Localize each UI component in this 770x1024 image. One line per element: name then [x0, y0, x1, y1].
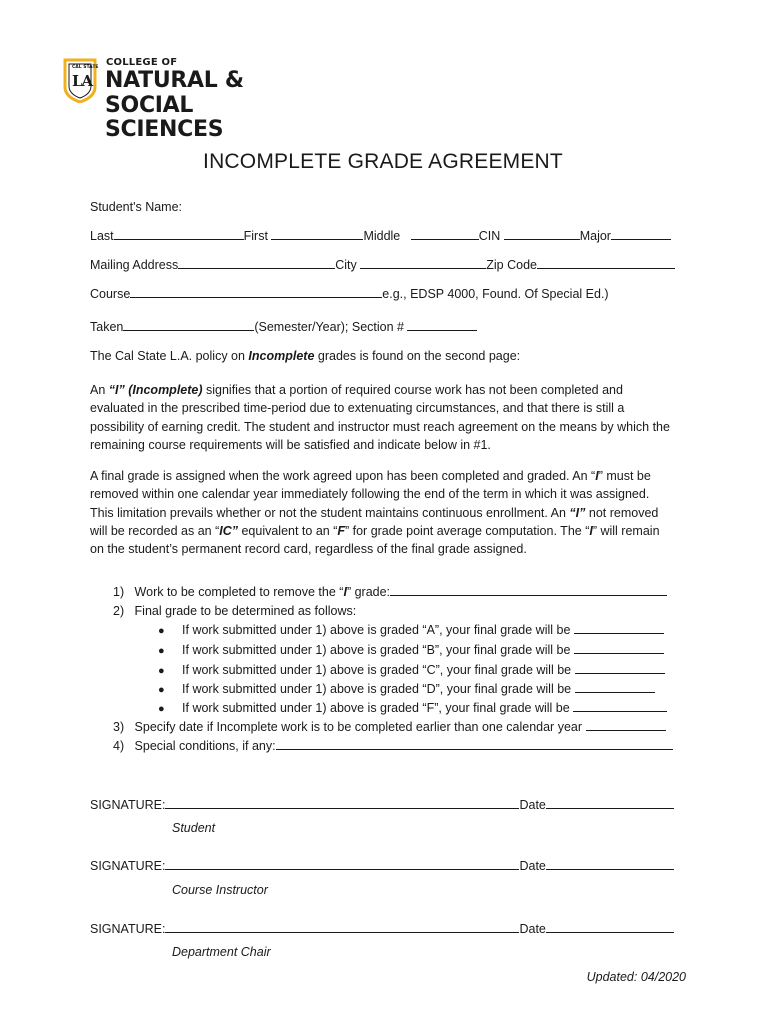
list-item-4	[113, 737, 673, 755]
course-field[interactable]	[130, 285, 382, 298]
seal-text-main: LA	[72, 72, 93, 90]
list-item-1-text-end: ” grade:	[346, 585, 391, 599]
grade-f-field[interactable]	[573, 699, 667, 712]
list-item-1-text: Work to be completed to remove the “	[134, 585, 344, 599]
final-grade-paragraph	[90, 467, 670, 558]
para2-em-b: I	[595, 469, 599, 483]
work-to-complete-field[interactable]	[390, 583, 667, 596]
signature-row-chair	[90, 920, 674, 938]
college-logo	[62, 55, 312, 142]
course-row	[90, 285, 609, 303]
grade-bullet-d	[158, 680, 655, 699]
bullet-icon: ●	[158, 703, 165, 715]
list-number: 4)	[113, 739, 125, 753]
list-number: 1)	[113, 585, 125, 599]
signature-role-chair: Department Chair	[172, 945, 271, 959]
para2-text-i: ” for grade point average computation. The “	[345, 523, 590, 538]
cin-label: CIN	[478, 229, 501, 243]
incomplete-definition-paragraph	[90, 381, 670, 454]
grade-bullet-text: If work submitted under 1) above is graded “F”, your final grade will be	[182, 701, 570, 715]
taken-row	[90, 318, 477, 336]
policy-intro-text-end: grades is found on the second page:	[314, 349, 521, 363]
para2-text-g: equivalent to an “	[237, 523, 338, 538]
para1-emphasis: “I” (Incomplete)	[108, 383, 203, 397]
grade-d-field[interactable]	[575, 680, 655, 693]
grade-b-field[interactable]	[574, 641, 664, 654]
section-field[interactable]	[407, 318, 477, 331]
mailing-address-label: Mailing Address	[90, 258, 179, 272]
signature-role-student: Student	[172, 821, 216, 835]
major-field[interactable]	[611, 227, 671, 240]
first-field[interactable]	[271, 227, 363, 240]
chair-signature-field[interactable]	[165, 920, 519, 933]
course-example: e.g., EDSP 4000, Found. Of Special Ed.)	[382, 287, 609, 301]
grade-bullet-f	[158, 699, 667, 718]
last-label: Last	[90, 229, 114, 243]
grade-c-field[interactable]	[575, 661, 665, 674]
bullet-icon: ●	[158, 665, 165, 677]
date-label: Date	[519, 859, 546, 873]
major-label: Major	[579, 229, 611, 243]
signature-role-instructor: Course Instructor	[172, 883, 268, 897]
para2-text-k: ” will remain on the student’s permanent record card, regardless of the final grade assigned.	[90, 523, 660, 557]
chair-date-field[interactable]	[546, 920, 674, 933]
list-item-1-emphasis: I	[343, 585, 347, 599]
list-item-3	[113, 718, 666, 736]
first-label: First	[243, 229, 268, 243]
name-row	[90, 227, 682, 245]
list-item-4-text: Special conditions, if any:	[134, 739, 276, 753]
policy-intro	[90, 347, 520, 365]
page-title: INCOMPLETE GRADE AGREEMENT	[203, 150, 563, 173]
logo-natural: NATURAL &	[105, 68, 244, 93]
para2-text-c: ” must be removed within one calendar year immediately following the end of the term in which it was assigned. This limitation prevails whether or not the student maintains continuous enrollment. An	[90, 469, 651, 520]
para2-text-a: A final grade is assigned when the work agreed upon has been completed and graded. An “	[90, 469, 596, 483]
para2-em-f: IC”	[219, 523, 238, 538]
taken-field[interactable]	[123, 318, 254, 331]
signature-label: SIGNATURE:	[90, 922, 166, 936]
middle-label: Middle	[363, 229, 401, 243]
list-item-3-text: Specify date if Incomplete work is to be completed earlier than one calendar year	[134, 720, 583, 734]
zip-code-label: Zip Code	[486, 258, 537, 272]
signature-row-instructor	[90, 857, 674, 875]
grade-bullet-text: If work submitted under 1) above is graded “C”, your final grade will be	[182, 663, 572, 677]
student-signature-field[interactable]	[165, 796, 519, 809]
instructor-signature-field[interactable]	[165, 857, 519, 870]
updated-date: Updated: 04/2020	[586, 970, 686, 984]
list-item-2-text: Final grade to be determined as follows:	[134, 604, 357, 618]
signature-row-student	[90, 796, 674, 814]
instructor-date-field[interactable]	[546, 857, 674, 870]
date-label: Date	[519, 922, 546, 936]
list-number: 3)	[113, 720, 125, 734]
special-conditions-field[interactable]	[276, 737, 673, 750]
grade-bullet-text: If work submitted under 1) above is graded “A”, your final grade will be	[182, 623, 571, 637]
address-row	[90, 256, 675, 274]
signature-label: SIGNATURE:	[90, 859, 166, 873]
cin-field[interactable]	[504, 227, 580, 240]
bullet-icon: ●	[158, 645, 165, 657]
list-item-1	[113, 583, 667, 601]
bullet-icon: ●	[158, 684, 165, 696]
last-field[interactable]	[114, 227, 244, 240]
grade-bullet-text: If work submitted under 1) above is graded “D”, your final grade will be	[182, 682, 572, 696]
signature-label: SIGNATURE:	[90, 798, 166, 812]
policy-intro-emphasis: Incomplete	[248, 349, 315, 363]
seal-text-top: CAL STATE	[72, 65, 99, 70]
bullet-icon: ●	[158, 625, 165, 637]
earlier-date-field[interactable]	[586, 718, 666, 731]
para1-text: An	[90, 383, 109, 397]
grade-bullet-a	[158, 621, 664, 640]
para2-em-d: “I”	[569, 505, 586, 520]
student-date-field[interactable]	[546, 796, 674, 809]
mailing-address-field[interactable]	[178, 256, 335, 269]
semester-year-label: (Semester/Year); Section #	[254, 320, 404, 334]
list-item-2	[113, 602, 356, 620]
middle-field[interactable]	[411, 227, 479, 240]
para2-em-h: F	[337, 523, 345, 538]
logo-social-sciences: SOCIAL SCIENCES	[105, 93, 224, 142]
city-label: City	[335, 258, 357, 272]
list-number: 2)	[113, 604, 125, 618]
grade-bullet-text: If work submitted under 1) above is graded “B”, your final grade will be	[182, 643, 571, 657]
students-name-label: Student's Name:	[90, 200, 183, 214]
grade-a-field[interactable]	[574, 621, 664, 634]
city-field[interactable]	[360, 256, 486, 269]
grade-bullet-c	[158, 661, 665, 680]
grade-bullet-b	[158, 641, 664, 660]
course-label: Course	[90, 287, 131, 301]
policy-intro-text: The Cal State L.A. policy on	[90, 349, 249, 363]
zip-code-field[interactable]	[537, 256, 675, 269]
logo-college-of: COLLEGE OF	[106, 57, 178, 68]
taken-label: Taken	[90, 320, 124, 334]
para2-em-j: I	[589, 523, 593, 538]
para2-text-e: not removed will be recorded as an “	[90, 505, 659, 538]
date-label: Date	[519, 798, 546, 812]
para1-text-end: signifies that a portion of required course work has not been completed and evaluated in the prescribed time-period due to extenuating circumstances, and that there is still a possibility of earning credit. The student and instructor must reach agreement on the means by which the remaining course requirements will be satisfied and indicate below in #1.	[90, 383, 670, 452]
